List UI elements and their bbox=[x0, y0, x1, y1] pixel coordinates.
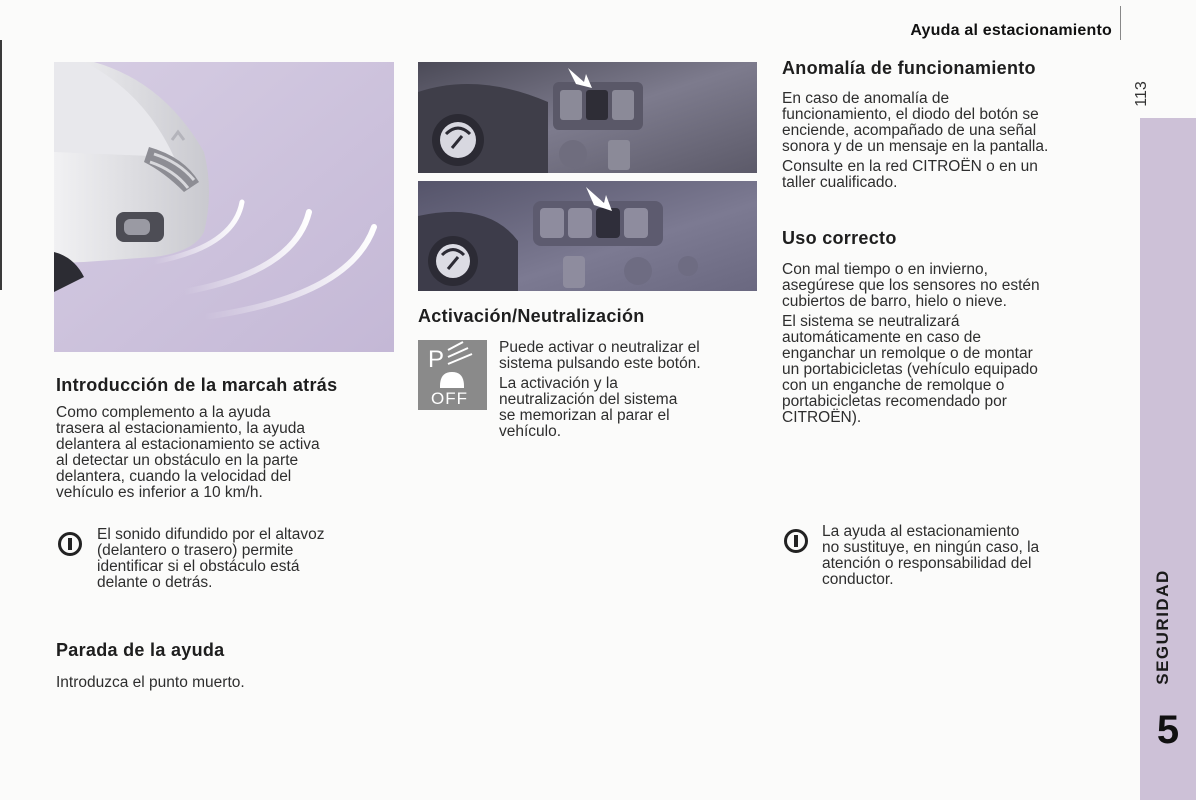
text-line: La ayuda al estacionamiento bbox=[822, 523, 1020, 540]
text-line: CITROËN). bbox=[782, 409, 862, 426]
text-line: Puede activar o neutralizar el bbox=[499, 339, 700, 356]
text-line: En caso de anomalía de bbox=[782, 90, 950, 107]
text-line: neutralización del sistema bbox=[499, 391, 678, 408]
text-line: conductor. bbox=[822, 571, 894, 588]
dashboard-photo-bottom bbox=[418, 181, 757, 291]
intro-paragraph bbox=[56, 405, 396, 501]
text-line: taller cualificado. bbox=[782, 174, 898, 191]
text-line: sonora y de un mensaje en la pantalla. bbox=[782, 138, 1049, 155]
text-line: enciende, acompañado de una señal bbox=[782, 122, 1037, 139]
header-rule bbox=[1120, 6, 1121, 40]
text-line: Como complemento a la ayuda bbox=[56, 404, 271, 421]
text-line: asegúrese que los sensores no estén bbox=[782, 277, 1040, 294]
text-line: delantera, cuando la velocidad del bbox=[56, 468, 292, 485]
running-title: Ayuda al estacionamiento bbox=[910, 22, 1112, 39]
park-assist-button-icon bbox=[418, 340, 487, 410]
text-line: enganchar un remolque o de montar bbox=[782, 345, 1033, 362]
section-heading-activation: Activación/Neutralización bbox=[418, 306, 645, 326]
text-line: automáticamente en caso de bbox=[782, 329, 982, 346]
text-line: vehículo. bbox=[499, 423, 562, 440]
text-line: con un enganche de remolque o bbox=[782, 377, 1005, 394]
stop-paragraph: Introduzca el punto muerto. bbox=[56, 674, 245, 691]
section-heading-intro: Introducción de la marcah atrás bbox=[56, 375, 338, 395]
text-line: atención o responsabilidad del bbox=[822, 555, 1032, 572]
activation-paragraph bbox=[499, 340, 759, 440]
text-line: vehículo es inferior a 10 km/h. bbox=[56, 484, 263, 501]
text-line: sistema pulsando este botón. bbox=[499, 355, 701, 372]
info-note-left bbox=[97, 527, 397, 591]
page-number: 113 bbox=[1133, 81, 1150, 107]
anomaly-paragraph bbox=[782, 91, 1127, 191]
text-line: se memorizan al parar el bbox=[499, 407, 670, 424]
text-line: trasera al estacionamiento, la ayuda bbox=[56, 420, 306, 437]
text-line: El sonido difundido por el altavoz bbox=[97, 526, 325, 543]
car-sensor-illustration bbox=[54, 62, 394, 352]
text-line: portabicicletas recomendado por bbox=[782, 393, 1007, 410]
chapter-tab-label: SEGURIDAD bbox=[1153, 569, 1172, 685]
text-line: Consulte en la red CITROËN o en un bbox=[782, 158, 1038, 175]
text-line: Con mal tiempo o en invierno, bbox=[782, 261, 988, 278]
text-line: cubiertos de barro, hielo o nieve. bbox=[782, 293, 1007, 310]
text-line: funcionamiento, el diodo del botón se bbox=[782, 106, 1039, 123]
text-line: un portabicicletas (vehículo equipado bbox=[782, 361, 1038, 378]
text-line: al detectar un obstáculo en la parte bbox=[56, 452, 299, 469]
dashboard-photo-top bbox=[418, 62, 757, 173]
text-line: delante o detrás. bbox=[97, 574, 213, 591]
chapter-number: 5 bbox=[1156, 708, 1180, 752]
section-heading-anomaly: Anomalía de funcionamiento bbox=[782, 58, 1036, 78]
text-line: (delantero o trasero) permite bbox=[97, 542, 294, 559]
off-label: OFF bbox=[431, 389, 468, 408]
park-icon-letter: P bbox=[428, 346, 445, 373]
text-line: El sistema se neutralizará bbox=[782, 313, 960, 330]
text-line: La activación y la bbox=[499, 375, 618, 392]
correct-use-paragraph bbox=[782, 262, 1127, 426]
text-line: delantera al estacionamiento se activa bbox=[56, 436, 320, 453]
info-icon bbox=[784, 529, 808, 553]
binding-rule bbox=[0, 40, 2, 290]
section-heading-stop: Parada de la ayuda bbox=[56, 640, 225, 660]
info-icon bbox=[58, 532, 82, 556]
section-heading-correct-use: Uso correcto bbox=[782, 228, 897, 248]
info-note-right bbox=[822, 524, 1122, 588]
text-line: no sustituye, en ningún caso, la bbox=[822, 539, 1040, 556]
text-line: identificar si el obstáculo está bbox=[97, 558, 300, 575]
